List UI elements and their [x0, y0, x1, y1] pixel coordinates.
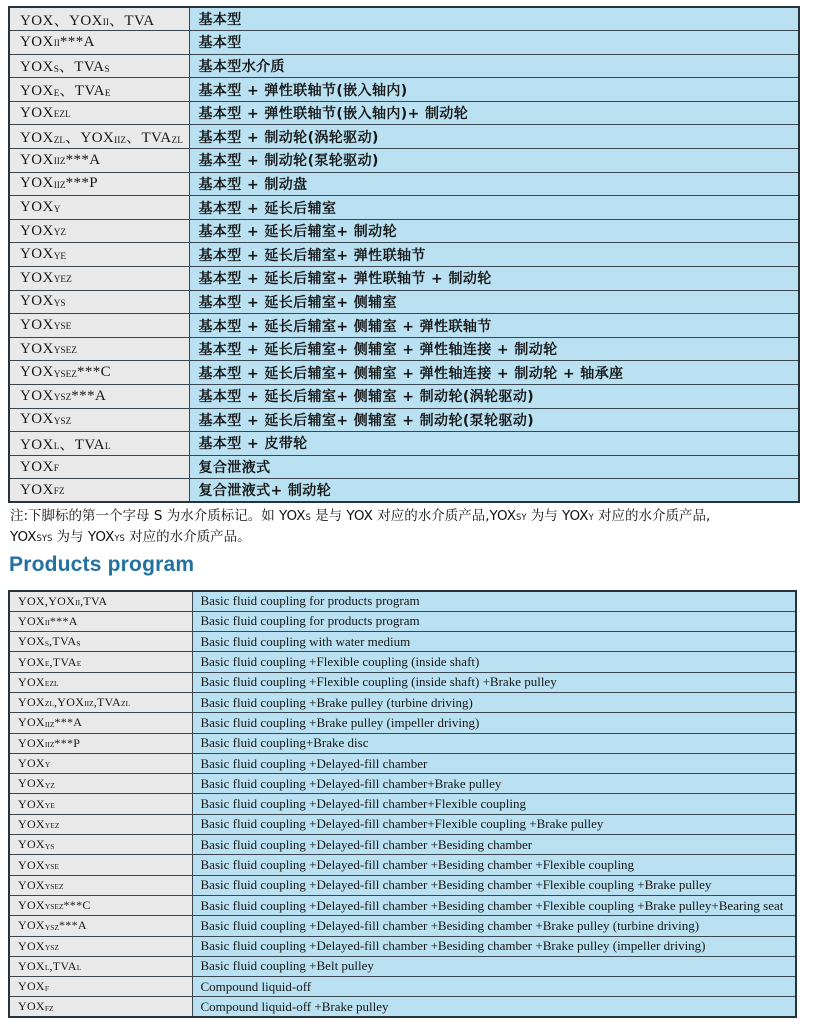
- model-subscript: YSE: [53, 322, 72, 333]
- description-cell: 基本型 + 延长后辅室+ 弹性联轴节: [189, 243, 799, 267]
- table-row: [9, 611, 796, 631]
- description-cell: 基本型 + 延长后辅室+ 侧辅室 + 弹性联轴节: [189, 314, 799, 338]
- model-cell: $YOX_{YZ}$: [9, 219, 189, 243]
- table-row: [9, 31, 799, 55]
- table-row: [9, 733, 796, 753]
- model-subscript: YE: [44, 800, 55, 810]
- footnote: [10, 506, 808, 548]
- table-row: [9, 54, 799, 78]
- table-row: [9, 361, 799, 385]
- description-cell: 基本型 + 皮带轮: [189, 432, 799, 456]
- model-cell: $YOX_{YS}$: [9, 290, 189, 314]
- table-row: [9, 652, 796, 672]
- model-cell: $YOX_{II}***A$: [9, 611, 192, 631]
- model-subscript: YSZ: [44, 922, 59, 932]
- table-row: [9, 314, 799, 338]
- description-cell: 基本型水介质: [189, 54, 799, 78]
- table-row: [9, 591, 796, 611]
- model-subscript: S: [53, 64, 59, 75]
- model-cell: $YOX_S,TVA_S$: [9, 632, 192, 652]
- chinese-table-body: [9, 7, 799, 502]
- chinese-products-table: [8, 6, 800, 503]
- model-subscript: YEZ: [53, 275, 72, 286]
- description-cell: Basic fluid coupling +Brake pulley (turbine driving): [192, 692, 796, 712]
- model-subscript: II: [102, 18, 109, 28]
- model-cell: $YOX_F$: [9, 455, 189, 479]
- description-cell: Compound liquid-off: [192, 977, 796, 997]
- model-cell: $YOX_L$、$TVA_L$: [9, 432, 189, 456]
- description-cell: Basic fluid coupling +Brake pulley (impeller driving): [192, 713, 796, 733]
- model-subscript: YSEZ: [53, 369, 77, 380]
- table-row: [9, 432, 799, 456]
- model-cell: $YOX,YOX_{II},TVA$: [9, 591, 192, 611]
- model-subscript: YSEZ: [44, 902, 64, 912]
- description-cell: Compound liquid-off +Brake pulley: [192, 997, 796, 1017]
- table-row: [9, 672, 796, 692]
- model-subscript: E: [76, 658, 82, 668]
- model-subscript: L: [104, 442, 111, 453]
- description-cell: Basic fluid coupling for products program: [192, 611, 796, 631]
- model-subscript: YSZ: [44, 943, 59, 953]
- model-cell: $YOX_Y$: [9, 196, 189, 220]
- table-row: [9, 977, 796, 997]
- model-subscript: YSEZ: [44, 882, 64, 892]
- description-cell: Basic fluid coupling +Flexible coupling (inside shaft): [192, 652, 796, 672]
- model-cell: $YOX_{YE}$: [9, 243, 189, 267]
- model-subscript: IIZ: [44, 740, 55, 750]
- model-cell: $YOX_{IIZ}***A$: [9, 149, 189, 173]
- description-cell: Basic fluid coupling +Delayed-fill chamber+Flexible coupling: [192, 794, 796, 814]
- model-cell: $YOX_E,TVA_E$: [9, 652, 192, 672]
- model-subscript: YS: [53, 298, 66, 309]
- table-row: [9, 479, 799, 503]
- model-subscript: YSZ: [53, 393, 72, 404]
- model-cell: $YOX_E$、$TVA_E$: [9, 78, 189, 102]
- model-subscript: L: [53, 442, 60, 453]
- model-cell: $YOX_{IIZ}***P$: [9, 172, 189, 196]
- table-row: [9, 774, 796, 794]
- model-cell: $YOX_{EZL}$: [9, 672, 192, 692]
- model-subscript: E: [104, 88, 111, 99]
- model-subscript: YZ: [44, 780, 55, 790]
- model-subscript: E: [44, 658, 50, 668]
- model-cell: $YOX_{EZL}$: [9, 101, 189, 125]
- model-subscript: EZL: [53, 110, 71, 121]
- table-row: [9, 455, 799, 479]
- model-cell: $YOX_{YEZ}$: [9, 267, 189, 291]
- model-subscript: Y: [588, 512, 594, 523]
- description-cell: Basic fluid coupling +Belt pulley: [192, 956, 796, 976]
- model-subscript: FZ: [44, 1003, 54, 1013]
- model-cell: $YOX_{YSE}$: [9, 855, 192, 875]
- model-subscript: L: [76, 963, 82, 973]
- model-cell: $YOX_F$: [9, 977, 192, 997]
- footnote-line-2: $YOX_{SYS}$ 为与 $YOX_{YS}$ 对应的水介质产品。: [10, 529, 251, 545]
- table-row: [9, 916, 796, 936]
- description-cell: Basic fluid coupling +Delayed-fill chamber +Besiding chamber +Brake pulley (turbine driving): [192, 916, 796, 936]
- table-row: [9, 632, 796, 652]
- model-subscript: II: [75, 598, 81, 608]
- model-subscript: YE: [53, 251, 67, 262]
- model-cell: $YOX_{ZL},YOX_{IIZ},TVA_{ZL}$: [9, 692, 192, 712]
- description-cell: Basic fluid coupling +Delayed-fill chamber +Besiding chamber: [192, 835, 796, 855]
- model-subscript: L: [44, 963, 50, 973]
- description-cell: 复合泄液式: [189, 455, 799, 479]
- model-subscript: F: [44, 983, 50, 993]
- model-subscript: SYS: [36, 533, 53, 544]
- table-row: [9, 814, 796, 834]
- description-cell: Basic fluid coupling for products program: [192, 591, 796, 611]
- table-row: [9, 337, 799, 361]
- table-row: [9, 408, 799, 432]
- model-cell: $YOX_{YSZ}$: [9, 408, 189, 432]
- table-row: [9, 875, 796, 895]
- model-subscript: YS: [44, 841, 55, 851]
- description-cell: 基本型 + 延长后辅室+ 侧辅室 + 制动轮(涡轮驱动): [189, 385, 799, 409]
- description-cell: 基本型 + 延长后辅室+ 侧辅室: [189, 290, 799, 314]
- description-cell: Basic fluid coupling +Delayed-fill chamber+Flexible coupling +Brake pulley: [192, 814, 796, 834]
- description-cell: Basic fluid coupling +Delayed-fill chamber: [192, 753, 796, 773]
- model-subscript: YSE: [44, 861, 59, 871]
- table-row: [9, 243, 799, 267]
- model-subscript: S: [44, 638, 50, 648]
- description-cell: 基本型 + 制动盘: [189, 172, 799, 196]
- description-cell: Basic fluid coupling+Brake disc: [192, 733, 796, 753]
- model-subscript: S: [104, 64, 110, 75]
- model-subscript: IIZ: [53, 157, 66, 168]
- footnote-line-1: 注:下脚标的第一个字母 S 为水介质标记。如 $YOX_S$ 是与 YOX 对应的水介质产品$,YOX_{SY}$ 为与 $YOX_Y$ 对应的水介质产品,: [10, 508, 711, 524]
- model-cell: $YOX_{YSE}$: [9, 314, 189, 338]
- table-row: [9, 692, 796, 712]
- model-cell: YOX、$YOX_{II}$、TVA: [9, 7, 189, 31]
- model-subscript: IIZ: [44, 719, 55, 729]
- english-table-body: [9, 591, 796, 1017]
- model-subscript: YZ: [53, 228, 67, 239]
- model-cell: $YOX_{YSZ}***A$: [9, 916, 192, 936]
- english-products-table: [8, 590, 797, 1018]
- table-row: [9, 385, 799, 409]
- description-cell: 基本型 + 弹性联轴节(嵌入轴内)+ 制动轮: [189, 101, 799, 125]
- table-row: [9, 855, 796, 875]
- model-cell: $YOX_{IIZ}***A$: [9, 713, 192, 733]
- model-subscript: II: [53, 39, 60, 50]
- table-row: [9, 101, 799, 125]
- model-subscript: F: [53, 464, 59, 475]
- description-cell: 基本型: [189, 31, 799, 55]
- table-row: [9, 753, 796, 773]
- model-cell: $YOX_S$、$TVA_S$: [9, 54, 189, 78]
- model-subscript: S: [76, 638, 81, 648]
- table-row: [9, 956, 796, 976]
- model-cell: $YOX_{YEZ}$: [9, 814, 192, 834]
- description-cell: Basic fluid coupling +Delayed-fill chamber +Besiding chamber +Flexible coupling: [192, 855, 796, 875]
- model-cell: $YOX_{YZ}$: [9, 774, 192, 794]
- model-cell: $YOX_{FZ}$: [9, 479, 189, 503]
- description-cell: Basic fluid coupling +Delayed-fill chamber+Brake pulley: [192, 774, 796, 794]
- model-cell: $YOX_{YSEZ}$: [9, 337, 189, 361]
- model-subscript: ZL: [53, 135, 66, 146]
- description-cell: Basic fluid coupling +Delayed-fill chamber +Besiding chamber +Flexible coupling +Brake pulley: [192, 875, 796, 895]
- model-cell: $YOX_{IIZ}***P$: [9, 733, 192, 753]
- description-cell: 基本型 + 制动轮(涡轮驱动): [189, 125, 799, 149]
- description-cell: Basic fluid coupling with water medium: [192, 632, 796, 652]
- model-subscript: YS: [114, 533, 125, 544]
- description-cell: Basic fluid coupling +Flexible coupling (inside shaft) +Brake pulley: [192, 672, 796, 692]
- model-cell: $YOX_{YSEZ}***C$: [9, 361, 189, 385]
- model-subscript: ZL: [44, 699, 54, 709]
- table-row: [9, 936, 796, 956]
- description-cell: 基本型 + 延长后辅室+ 侧辅室 + 制动轮(泵轮驱动): [189, 408, 799, 432]
- table-row: [9, 125, 799, 149]
- model-cell: $YOX_{YSEZ}***C$: [9, 895, 192, 915]
- model-subscript: FZ: [53, 487, 65, 498]
- model-subscript: YSZ: [53, 416, 72, 427]
- model-subscript: E: [53, 88, 60, 99]
- model-subscript: SY: [516, 512, 527, 523]
- description-cell: 基本型 + 延长后辅室+ 侧辅室 + 弹性轴连接 + 制动轮: [189, 337, 799, 361]
- description-cell: 基本型 + 延长后辅室+ 弹性联轴节 + 制动轮: [189, 267, 799, 291]
- model-cell: $YOX_{II}***A$: [9, 31, 189, 55]
- model-subscript: Y: [44, 760, 51, 770]
- description-cell: 基本型 + 延长后辅室+ 制动轮: [189, 219, 799, 243]
- description-cell: 基本型 + 延长后辅室+ 侧辅室 + 弹性轴连接 + 制动轮 + 轴承座: [189, 361, 799, 385]
- model-subscript: IIZ: [114, 135, 127, 146]
- model-cell: $YOX_Y$: [9, 753, 192, 773]
- model-subscript: IIZ: [53, 180, 66, 191]
- model-cell: $YOX_{ZL}$、$YOX_{IIZ}$、$TVA_{ZL}$: [9, 125, 189, 149]
- model-subscript: ZL: [171, 135, 183, 146]
- model-subscript: Y: [53, 204, 61, 215]
- table-row: [9, 196, 799, 220]
- model-subscript: ZL: [121, 699, 131, 709]
- table-row: [9, 172, 799, 196]
- model-subscript: EZL: [44, 679, 59, 689]
- table-row: [9, 290, 799, 314]
- model-subscript: S: [305, 512, 311, 523]
- table-row: [9, 895, 796, 915]
- table-row: [9, 794, 796, 814]
- model-cell: $YOX_{YE}$: [9, 794, 192, 814]
- description-cell: 基本型: [189, 7, 799, 31]
- table-row: [9, 835, 796, 855]
- model-cell: $YOX_{YS}$: [9, 835, 192, 855]
- description-cell: Basic fluid coupling +Delayed-fill chamber +Besiding chamber +Brake pulley (impeller driving): [192, 936, 796, 956]
- table-row: [9, 713, 796, 733]
- table-row: [9, 149, 799, 173]
- description-cell: 基本型 + 制动轮(泵轮驱动): [189, 149, 799, 173]
- table-row: [9, 7, 799, 31]
- section-heading: Products program: [9, 553, 195, 576]
- model-cell: $YOX_{YSZ}$: [9, 936, 192, 956]
- description-cell: 基本型 + 延长后辅室: [189, 196, 799, 220]
- table-row: [9, 78, 799, 102]
- model-subscript: YSEZ: [53, 346, 77, 357]
- model-cell: $YOX_{YSEZ}$: [9, 875, 192, 895]
- table-row: [9, 219, 799, 243]
- description-cell: 基本型 + 弹性联轴节(嵌入轴内): [189, 78, 799, 102]
- table-row: [9, 267, 799, 291]
- model-subscript: YEZ: [44, 821, 60, 831]
- model-subscript: II: [44, 618, 50, 628]
- model-cell: $YOX_{FZ}$: [9, 997, 192, 1017]
- model-cell: $YOX_L,TVA_L$: [9, 956, 192, 976]
- model-subscript: IIZ: [84, 699, 94, 709]
- model-cell: $YOX_{YSZ}***A$: [9, 385, 189, 409]
- description-cell: Basic fluid coupling +Delayed-fill chamber +Besiding chamber +Flexible coupling +Brake pulley+Bearing seat: [192, 895, 796, 915]
- table-row: [9, 997, 796, 1017]
- description-cell: 复合泄液式+ 制动轮: [189, 479, 799, 503]
